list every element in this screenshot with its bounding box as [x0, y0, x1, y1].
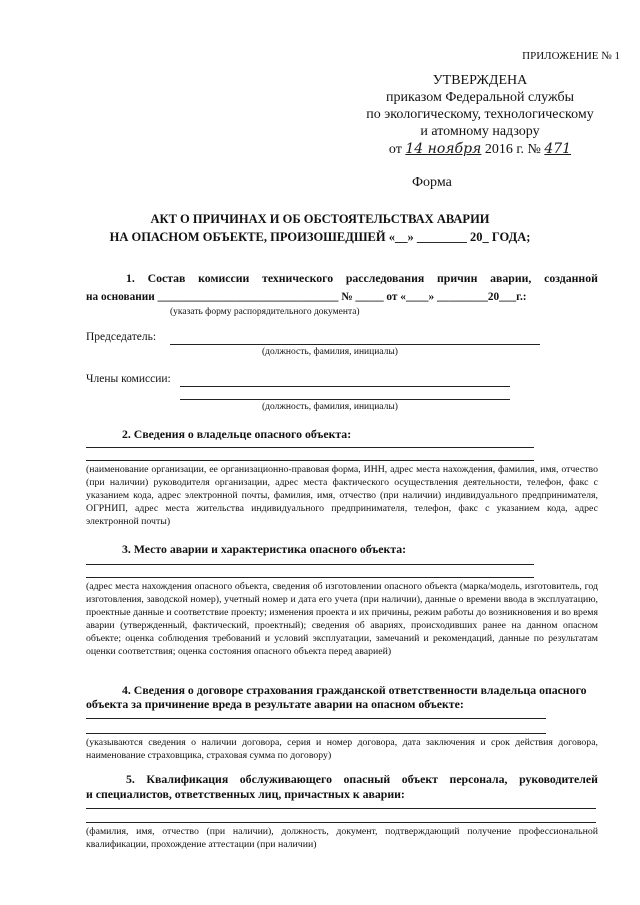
word: объект — [401, 772, 438, 786]
chair-hint: (должность, фамилия, инициалы) — [262, 347, 398, 357]
word: причин — [436, 271, 478, 285]
approved-line: и атомному надзору — [420, 124, 540, 139]
approved-line: приказом Федеральной службы — [386, 90, 574, 105]
word: Квалификация — [146, 772, 229, 786]
date-prefix: от — [388, 142, 402, 157]
chair-label: Председатель: — [86, 331, 157, 343]
section4-heading-line2: объекта за причинение вреда в результате аварии на опасном объекте: — [86, 697, 464, 711]
word: 1. — [126, 271, 135, 285]
section4-field-line[interactable] — [86, 733, 546, 734]
section3-heading: 3. Место аварии и характеристика опасного объекта: — [122, 542, 407, 556]
members-field-line[interactable] — [180, 399, 510, 400]
section5-heading-line2: и специалистов, ответственных лиц, причастных к аварии: — [86, 787, 405, 801]
form-label: Форма — [412, 175, 452, 190]
approval-date-line — [330, 141, 630, 158]
appendix-label: ПРИЛОЖЕНИЕ № 1 — [522, 50, 620, 62]
section2-field-line[interactable] — [86, 460, 534, 461]
word: аварии, — [490, 271, 532, 285]
approved-title: УТВЕРЖДЕНА — [432, 73, 528, 88]
approval-block — [330, 72, 630, 158]
section2-heading: 2. Сведения о владельце опасного объекта: — [122, 427, 352, 441]
section5-hint: (фамилия, имя, отчество (при наличии), должность, документ, подтверждающий получение профессиональной квалификации, прохождение аттестации (при наличии) — [86, 826, 598, 850]
word: руководителей — [519, 772, 598, 786]
word: созданной — [544, 271, 598, 285]
section2-hint: (наименование организации, ее организационно-правовая форма, ИНН, адрес места нахождения, фамилия, имя, отчество (при наличии) руководителя организации, адрес места фактического осуществления деятельности, телефон, факс с указанием кода, адрес электронной почты, фамилия, имя, отчество (при наличии) индивидуального предпринимателя, ОГРНИП, адрес места жительства индивидуального предпринимателя, телефон, факс с указанием кода, адрес электронной почты) — [86, 464, 598, 527]
section2-field-line[interactable] — [86, 447, 534, 448]
section3-hint: (адрес места нахождения опасного объекта, сведения об изготовлении опасного объекта (марка/модель, изготовитель, год изготовления, заводской номер), учетный номер и дата его учета (при наличии), данные о времени ввода в эксплуатацию, проектные данные и соответствие проекту; изменения проекта и их причины, режим работы до возникновения и во время аварии (утвержденный, фактический, проектный); сведения об авариях, происходивших ранее на данном опасном объекте; оценка соблюдения требований и условий эксплуатации, замечаний и рекомендаций, данные по результатам оценки соответствия; оценка состояния опасного объекта перед аварией) — [86, 581, 598, 657]
word: обслуживающего — [239, 772, 332, 786]
word: персонала, — [449, 772, 508, 786]
approved-line: по экологическому, технологическому — [366, 107, 594, 122]
handwritten-number: 471 — [544, 141, 572, 157]
section5-field-line[interactable] — [86, 808, 596, 809]
section4-hint: (указываются сведения о наличии договора, серия и номер договора, дата заключения и срок действия договора, наименование страховщика, страховая сумма по договору) — [86, 737, 598, 761]
section1-hint: (указать форму распорядительного документа) — [170, 307, 360, 317]
word: 5. — [126, 772, 135, 786]
section3-field-line[interactable] — [86, 564, 534, 565]
document-title-line1: АКТ О ПРИЧИНАХ И ОБ ОБСТОЯТЕЛЬСТВАХ АВАРИИ — [150, 212, 490, 226]
section5-heading-line1 — [86, 772, 598, 787]
members-hint: (должность, фамилия, инициалы) — [262, 402, 398, 412]
word: технического — [262, 271, 334, 285]
word: расследования — [345, 271, 425, 285]
section3-field-line[interactable] — [86, 577, 534, 578]
word: Состав — [147, 271, 186, 285]
document-title-line2: НА ОПАСНОМ ОБЪЕКТЕ, ПРОИЗОШЕДШЕЙ «__» ________ 20_ ГОДА; — [109, 230, 531, 244]
section4-heading-line1: 4. Сведения о договоре страхования гражданской ответственности владельца опасного — [122, 683, 587, 697]
date-year: 2016 г. № — [484, 142, 541, 157]
word: комиссии — [198, 271, 250, 285]
section4-field-line[interactable] — [86, 718, 546, 719]
chair-field-line[interactable] — [170, 344, 540, 345]
word: опасный — [343, 772, 391, 786]
members-field-line[interactable] — [180, 386, 510, 387]
handwritten-date: 14 ноября — [405, 141, 482, 157]
members-label: Члены комиссии: — [86, 373, 171, 385]
section1-heading-line2: на основании ________________________________ № _____ от «____» _________20___г.: — [86, 291, 527, 303]
section5-field-line[interactable] — [86, 822, 596, 823]
section1-heading-line1 — [86, 271, 598, 286]
